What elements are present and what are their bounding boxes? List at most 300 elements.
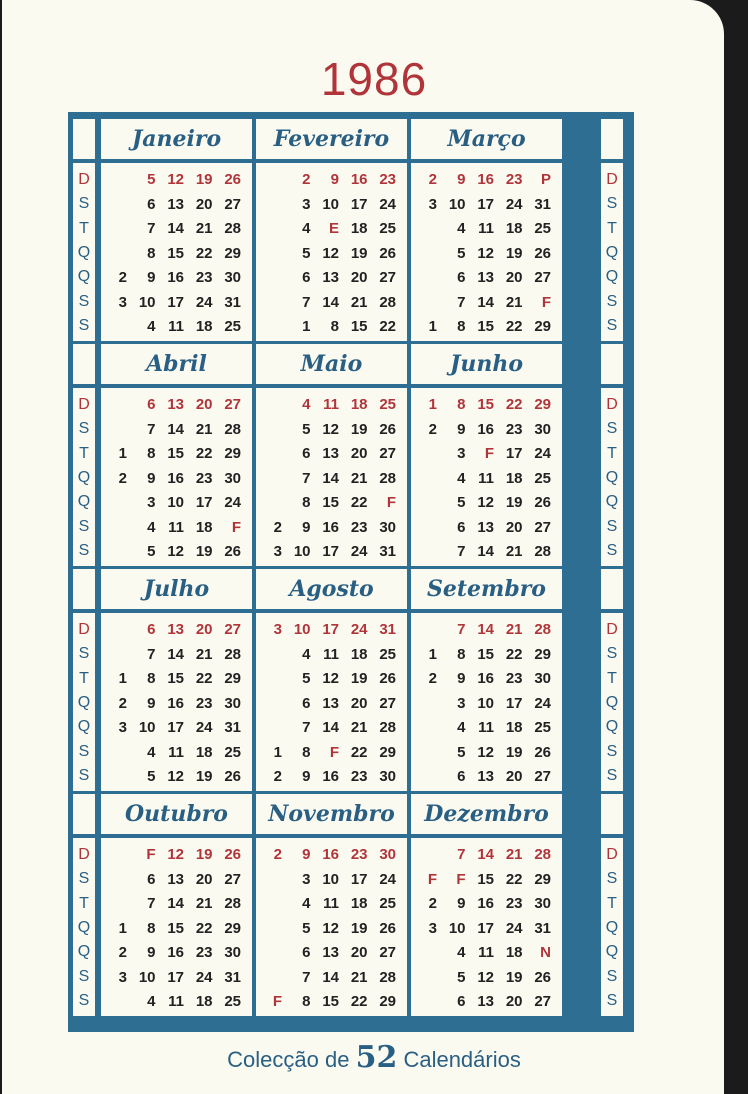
- week-row: [411, 844, 562, 866]
- day-number: 15: [167, 244, 184, 262]
- week-row: [101, 942, 252, 964]
- day-number: 16: [167, 469, 184, 487]
- day-number: 22: [379, 318, 396, 335]
- day-number: 22: [505, 396, 523, 413]
- weekday-letter: D: [606, 171, 618, 188]
- day-number: 5: [302, 919, 311, 937]
- day-number: 31: [534, 919, 551, 937]
- day-number: 16: [322, 518, 339, 536]
- day-number: 26: [379, 919, 396, 937]
- day-number: 9: [302, 768, 311, 785]
- day-number: 4: [457, 719, 466, 736]
- day-number: 7: [457, 543, 466, 560]
- day-number: 23: [505, 171, 523, 188]
- day-number: 20: [195, 195, 213, 213]
- weekday-column-left: [73, 838, 95, 1016]
- month-title: Outubro: [101, 794, 252, 834]
- weekday-letter: T: [79, 894, 89, 912]
- day-number: 17: [167, 968, 184, 986]
- day-number: 26: [379, 670, 396, 687]
- week-row: [411, 869, 562, 891]
- weekday-letter: S: [606, 967, 618, 985]
- day-number: 29: [379, 993, 396, 1010]
- day-number: 20: [350, 445, 368, 462]
- week-row: [101, 893, 252, 915]
- day-number: 14: [477, 543, 494, 560]
- day-number: 1: [428, 645, 437, 663]
- day-number: 28: [534, 543, 551, 560]
- week-row: [256, 693, 407, 715]
- day-number: 4: [457, 220, 466, 237]
- day-number: 10: [293, 543, 311, 560]
- day-number: 25: [224, 318, 241, 335]
- week-row: [411, 893, 562, 915]
- week-row: [411, 991, 562, 1013]
- day-number: 18: [350, 645, 368, 663]
- weekday-letter: T: [607, 894, 617, 912]
- week-row: [101, 243, 252, 265]
- day-number: 6: [147, 870, 156, 888]
- day-number: 7: [302, 719, 311, 736]
- day-number: 10: [448, 195, 466, 213]
- day-number: 8: [302, 993, 311, 1010]
- week-row: [411, 468, 562, 490]
- day-number: 14: [167, 895, 184, 912]
- day-number: 15: [322, 993, 339, 1010]
- day-number: 27: [379, 694, 396, 712]
- day-number: 11: [168, 993, 184, 1010]
- day-number: 19: [505, 743, 523, 761]
- weekday-letter: D: [606, 621, 618, 638]
- month-body: [101, 388, 252, 566]
- week-row: [411, 292, 562, 314]
- day-number: 23: [505, 420, 523, 438]
- day-number: 18: [195, 993, 213, 1010]
- day-number: 11: [323, 895, 339, 912]
- day-number: 9: [302, 846, 311, 863]
- weekday-letter: S: [606, 991, 618, 1009]
- day-number: 4: [147, 743, 156, 761]
- day-number: F: [329, 743, 339, 761]
- weekday-letter: S: [78, 292, 90, 310]
- day-number: 16: [477, 420, 494, 438]
- day-number: 6: [302, 694, 311, 712]
- day-number: 23: [195, 944, 213, 961]
- weekday-letter: Q: [605, 718, 619, 736]
- day-number: N: [540, 944, 551, 961]
- day-number: 12: [167, 171, 184, 188]
- weekday-letter: D: [606, 846, 618, 863]
- day-number: 8: [457, 396, 466, 413]
- weekday-letter: S: [606, 742, 618, 760]
- day-number: 14: [477, 846, 494, 863]
- day-number: 10: [167, 494, 184, 511]
- day-number: 4: [457, 944, 466, 961]
- day-number: 23: [379, 171, 396, 188]
- day-number: 26: [224, 543, 241, 560]
- week-row: [101, 443, 252, 465]
- month-body: [411, 163, 562, 341]
- day-number: 2: [118, 944, 127, 961]
- weekday-letter: S: [606, 870, 618, 888]
- day-number: 7: [147, 645, 156, 663]
- weekday-letter: S: [78, 316, 90, 334]
- day-number: 18: [505, 469, 523, 487]
- day-number: 1: [118, 919, 127, 937]
- day-number: 2: [118, 469, 127, 487]
- week-row: [101, 394, 252, 416]
- day-number: 24: [195, 968, 213, 986]
- day-number: 5: [457, 244, 466, 262]
- day-number: 18: [350, 396, 368, 413]
- day-number: 29: [224, 244, 241, 262]
- day-number: 19: [350, 919, 368, 937]
- day-number: 27: [224, 195, 241, 213]
- weekday-letter: D: [78, 621, 90, 638]
- week-row: [101, 668, 252, 690]
- day-number: 1: [118, 670, 127, 687]
- day-number: 26: [534, 244, 551, 262]
- week-row: [256, 443, 407, 465]
- day-number: 2: [273, 768, 282, 785]
- day-number: 21: [505, 621, 523, 638]
- side-title-cell: [601, 794, 623, 834]
- month-body: [101, 613, 252, 791]
- day-number: 17: [477, 919, 494, 937]
- week-row: [256, 243, 407, 265]
- day-number: 26: [224, 768, 241, 785]
- day-number: 22: [350, 494, 368, 511]
- day-number: 19: [505, 244, 523, 262]
- day-number: 11: [323, 645, 339, 663]
- day-number: 25: [379, 895, 396, 912]
- weekday-letter: T: [79, 669, 89, 687]
- year-title: 1986: [320, 53, 428, 105]
- day-number: 6: [457, 768, 466, 785]
- day-number: 24: [379, 195, 396, 213]
- day-number: 30: [379, 846, 396, 863]
- day-number: 30: [534, 420, 551, 438]
- day-number: 26: [379, 420, 396, 438]
- day-number: 18: [350, 895, 368, 912]
- side-title-cell: [73, 344, 95, 384]
- day-number: 27: [379, 445, 396, 462]
- day-number: 11: [168, 518, 184, 536]
- day-number: 21: [350, 293, 368, 311]
- week-row: [101, 194, 252, 216]
- day-number: 28: [379, 469, 396, 487]
- month-title: Novembro: [256, 794, 407, 834]
- weekday-letter: Q: [77, 943, 91, 961]
- day-number: 27: [534, 518, 551, 536]
- day-number: 15: [167, 919, 184, 937]
- day-number: 20: [350, 694, 368, 712]
- day-number: 6: [147, 621, 156, 638]
- day-number: 11: [478, 944, 494, 961]
- day-number: 12: [322, 919, 339, 937]
- day-number: 28: [224, 220, 241, 237]
- day-number: 30: [224, 694, 241, 712]
- week-row: [411, 218, 562, 240]
- footer-suffix: Calendários: [403, 1047, 521, 1072]
- day-number: 6: [302, 445, 311, 462]
- week-row: [256, 717, 407, 739]
- day-number: 31: [379, 543, 396, 560]
- week-row: [411, 194, 562, 216]
- weekday-letter: T: [79, 219, 89, 237]
- week-row: [101, 742, 252, 764]
- week-row: [101, 316, 252, 338]
- day-number: 15: [167, 445, 184, 462]
- day-number: 8: [147, 919, 156, 937]
- day-number: 11: [478, 469, 494, 487]
- day-number: 27: [224, 621, 241, 638]
- weekday-letter: S: [606, 420, 618, 438]
- week-row: [411, 717, 562, 739]
- day-number: 18: [195, 518, 213, 536]
- week-row: [411, 394, 562, 416]
- day-number: 28: [534, 846, 551, 863]
- day-number: 20: [350, 269, 368, 286]
- week-row: [101, 517, 252, 539]
- day-number: 4: [302, 220, 311, 237]
- day-number: 10: [138, 719, 156, 736]
- week-row: [256, 419, 407, 441]
- week-row: [101, 492, 252, 514]
- day-number: 9: [457, 670, 466, 687]
- day-number: F: [541, 293, 551, 311]
- day-number: 20: [505, 518, 523, 536]
- week-row: [411, 541, 562, 563]
- day-number: F: [484, 445, 494, 462]
- day-number: 4: [302, 895, 311, 912]
- weekday-letter: S: [78, 420, 90, 438]
- day-number: 20: [195, 870, 213, 888]
- day-number: 13: [322, 694, 339, 712]
- day-number: 11: [168, 743, 184, 761]
- day-number: 25: [379, 396, 396, 413]
- week-row: [256, 619, 407, 641]
- day-number: 23: [350, 768, 368, 785]
- day-number: 12: [167, 846, 184, 863]
- week-row: [411, 693, 562, 715]
- day-number: 14: [322, 293, 339, 311]
- day-number: 22: [195, 670, 213, 687]
- day-number: 30: [379, 768, 396, 785]
- day-number: 12: [477, 244, 494, 262]
- day-number: 6: [457, 518, 466, 536]
- week-row: [101, 869, 252, 891]
- day-number: 1: [118, 445, 127, 462]
- day-number: 12: [322, 670, 339, 687]
- day-number: 9: [147, 944, 156, 961]
- day-number: 7: [302, 469, 311, 487]
- day-number: 15: [477, 870, 494, 888]
- day-number: 19: [195, 846, 213, 863]
- day-number: 13: [167, 870, 184, 888]
- day-number: F: [146, 846, 156, 863]
- day-number: 22: [505, 318, 523, 335]
- day-number: 18: [195, 743, 213, 761]
- day-number: 22: [505, 870, 523, 888]
- day-number: 16: [477, 895, 494, 912]
- day-number: 23: [195, 694, 213, 712]
- day-number: 10: [293, 621, 311, 638]
- week-row: [411, 918, 562, 940]
- weekday-letter: S: [606, 292, 618, 310]
- week-row: [256, 918, 407, 940]
- week-row: [411, 316, 562, 338]
- day-number: 14: [167, 645, 184, 663]
- day-number: 7: [147, 895, 156, 912]
- day-number: 10: [322, 870, 339, 888]
- day-number: 25: [379, 645, 396, 663]
- week-row: [256, 893, 407, 915]
- day-number: 17: [505, 694, 523, 712]
- day-number: 17: [195, 494, 213, 511]
- day-number: 19: [195, 171, 213, 188]
- week-row: [256, 991, 407, 1013]
- day-number: 19: [350, 420, 368, 438]
- day-number: 26: [534, 743, 551, 761]
- weekday-letter: T: [79, 444, 89, 462]
- week-row: [256, 967, 407, 989]
- week-row: [256, 644, 407, 666]
- day-number: 17: [322, 621, 339, 638]
- day-number: 31: [224, 968, 241, 986]
- weekday-letter: S: [78, 645, 90, 663]
- day-number: 30: [379, 518, 396, 536]
- weekday-letter: Q: [77, 718, 91, 736]
- week-row: [256, 869, 407, 891]
- day-number: 19: [350, 244, 368, 262]
- day-number: 11: [168, 318, 184, 335]
- day-number: 1: [273, 743, 282, 761]
- week-row: [256, 218, 407, 240]
- day-number: 12: [322, 420, 339, 438]
- footer-caption: [0, 1040, 748, 1075]
- weekday-letter: S: [78, 991, 90, 1009]
- side-title-cell: [73, 569, 95, 609]
- weekday-letter: D: [78, 396, 90, 413]
- side-title-cell: [73, 119, 95, 159]
- day-number: 18: [505, 220, 523, 237]
- day-number: 25: [534, 469, 551, 487]
- day-number: 9: [457, 895, 466, 912]
- day-number: 5: [302, 244, 311, 262]
- day-number: 13: [322, 944, 339, 961]
- day-number: 14: [322, 968, 339, 986]
- day-number: 29: [534, 396, 551, 413]
- day-number: F: [272, 993, 282, 1010]
- day-number: 8: [147, 670, 156, 687]
- weekday-letter: S: [606, 766, 618, 784]
- day-number: 8: [147, 244, 156, 262]
- month-title: Março: [411, 119, 562, 159]
- day-number: 13: [167, 621, 184, 638]
- day-number: 10: [322, 195, 339, 213]
- weekday-column-right: [601, 388, 623, 566]
- day-number: 17: [322, 543, 339, 560]
- day-number: 9: [457, 420, 466, 438]
- day-number: 22: [350, 993, 368, 1010]
- day-number: 6: [302, 944, 311, 961]
- day-number: 31: [534, 195, 551, 213]
- day-number: 14: [322, 719, 339, 736]
- day-number: 23: [350, 846, 368, 863]
- day-number: 29: [534, 645, 551, 663]
- day-number: 7: [147, 420, 156, 438]
- week-row: [256, 267, 407, 289]
- day-number: 19: [350, 670, 368, 687]
- day-number: 13: [167, 396, 184, 413]
- day-number: 24: [350, 543, 368, 560]
- day-number: 5: [302, 670, 311, 687]
- day-number: 9: [457, 171, 466, 188]
- day-number: 27: [534, 993, 551, 1010]
- day-number: 23: [505, 670, 523, 687]
- weekday-letter: S: [78, 195, 90, 213]
- weekday-letter: Q: [77, 918, 91, 936]
- day-number: 15: [322, 494, 339, 511]
- day-number: 26: [534, 968, 551, 986]
- day-number: 4: [302, 645, 311, 663]
- week-row: [101, 218, 252, 240]
- weekday-column-left: [73, 613, 95, 791]
- day-number: 21: [350, 968, 368, 986]
- day-number: 18: [505, 719, 523, 736]
- day-number: 15: [167, 670, 184, 687]
- day-number: 6: [302, 269, 311, 286]
- weekday-letter: Q: [605, 468, 619, 486]
- day-number: 24: [505, 195, 523, 213]
- day-number: 5: [147, 543, 156, 560]
- day-number: 8: [457, 645, 466, 663]
- day-number: 11: [478, 719, 494, 736]
- day-number: F: [231, 518, 241, 536]
- month-body: [256, 163, 407, 341]
- day-number: 13: [322, 445, 339, 462]
- week-row: [256, 468, 407, 490]
- day-number: 17: [167, 293, 184, 311]
- day-number: 14: [322, 469, 339, 487]
- day-number: 12: [167, 768, 184, 785]
- day-number: 28: [224, 895, 241, 912]
- day-number: 27: [224, 396, 241, 413]
- day-number: 11: [478, 220, 494, 237]
- day-number: 24: [505, 919, 523, 937]
- day-number: 22: [350, 743, 368, 761]
- day-number: 19: [505, 968, 523, 986]
- day-number: 7: [457, 293, 466, 311]
- day-number: 14: [477, 293, 494, 311]
- day-number: 17: [477, 195, 494, 213]
- day-number: 26: [224, 171, 241, 188]
- day-number: 22: [195, 919, 213, 937]
- day-number: 20: [505, 768, 523, 785]
- week-row: [101, 644, 252, 666]
- day-number: 3: [273, 621, 282, 638]
- week-row: [256, 194, 407, 216]
- day-number: 16: [322, 846, 339, 863]
- weekday-letter: D: [78, 846, 90, 863]
- day-number: 7: [302, 293, 311, 311]
- day-number: 21: [195, 220, 213, 237]
- day-number: P: [540, 171, 551, 188]
- week-row: [411, 766, 562, 788]
- week-row: [411, 169, 562, 191]
- day-number: 5: [302, 420, 311, 438]
